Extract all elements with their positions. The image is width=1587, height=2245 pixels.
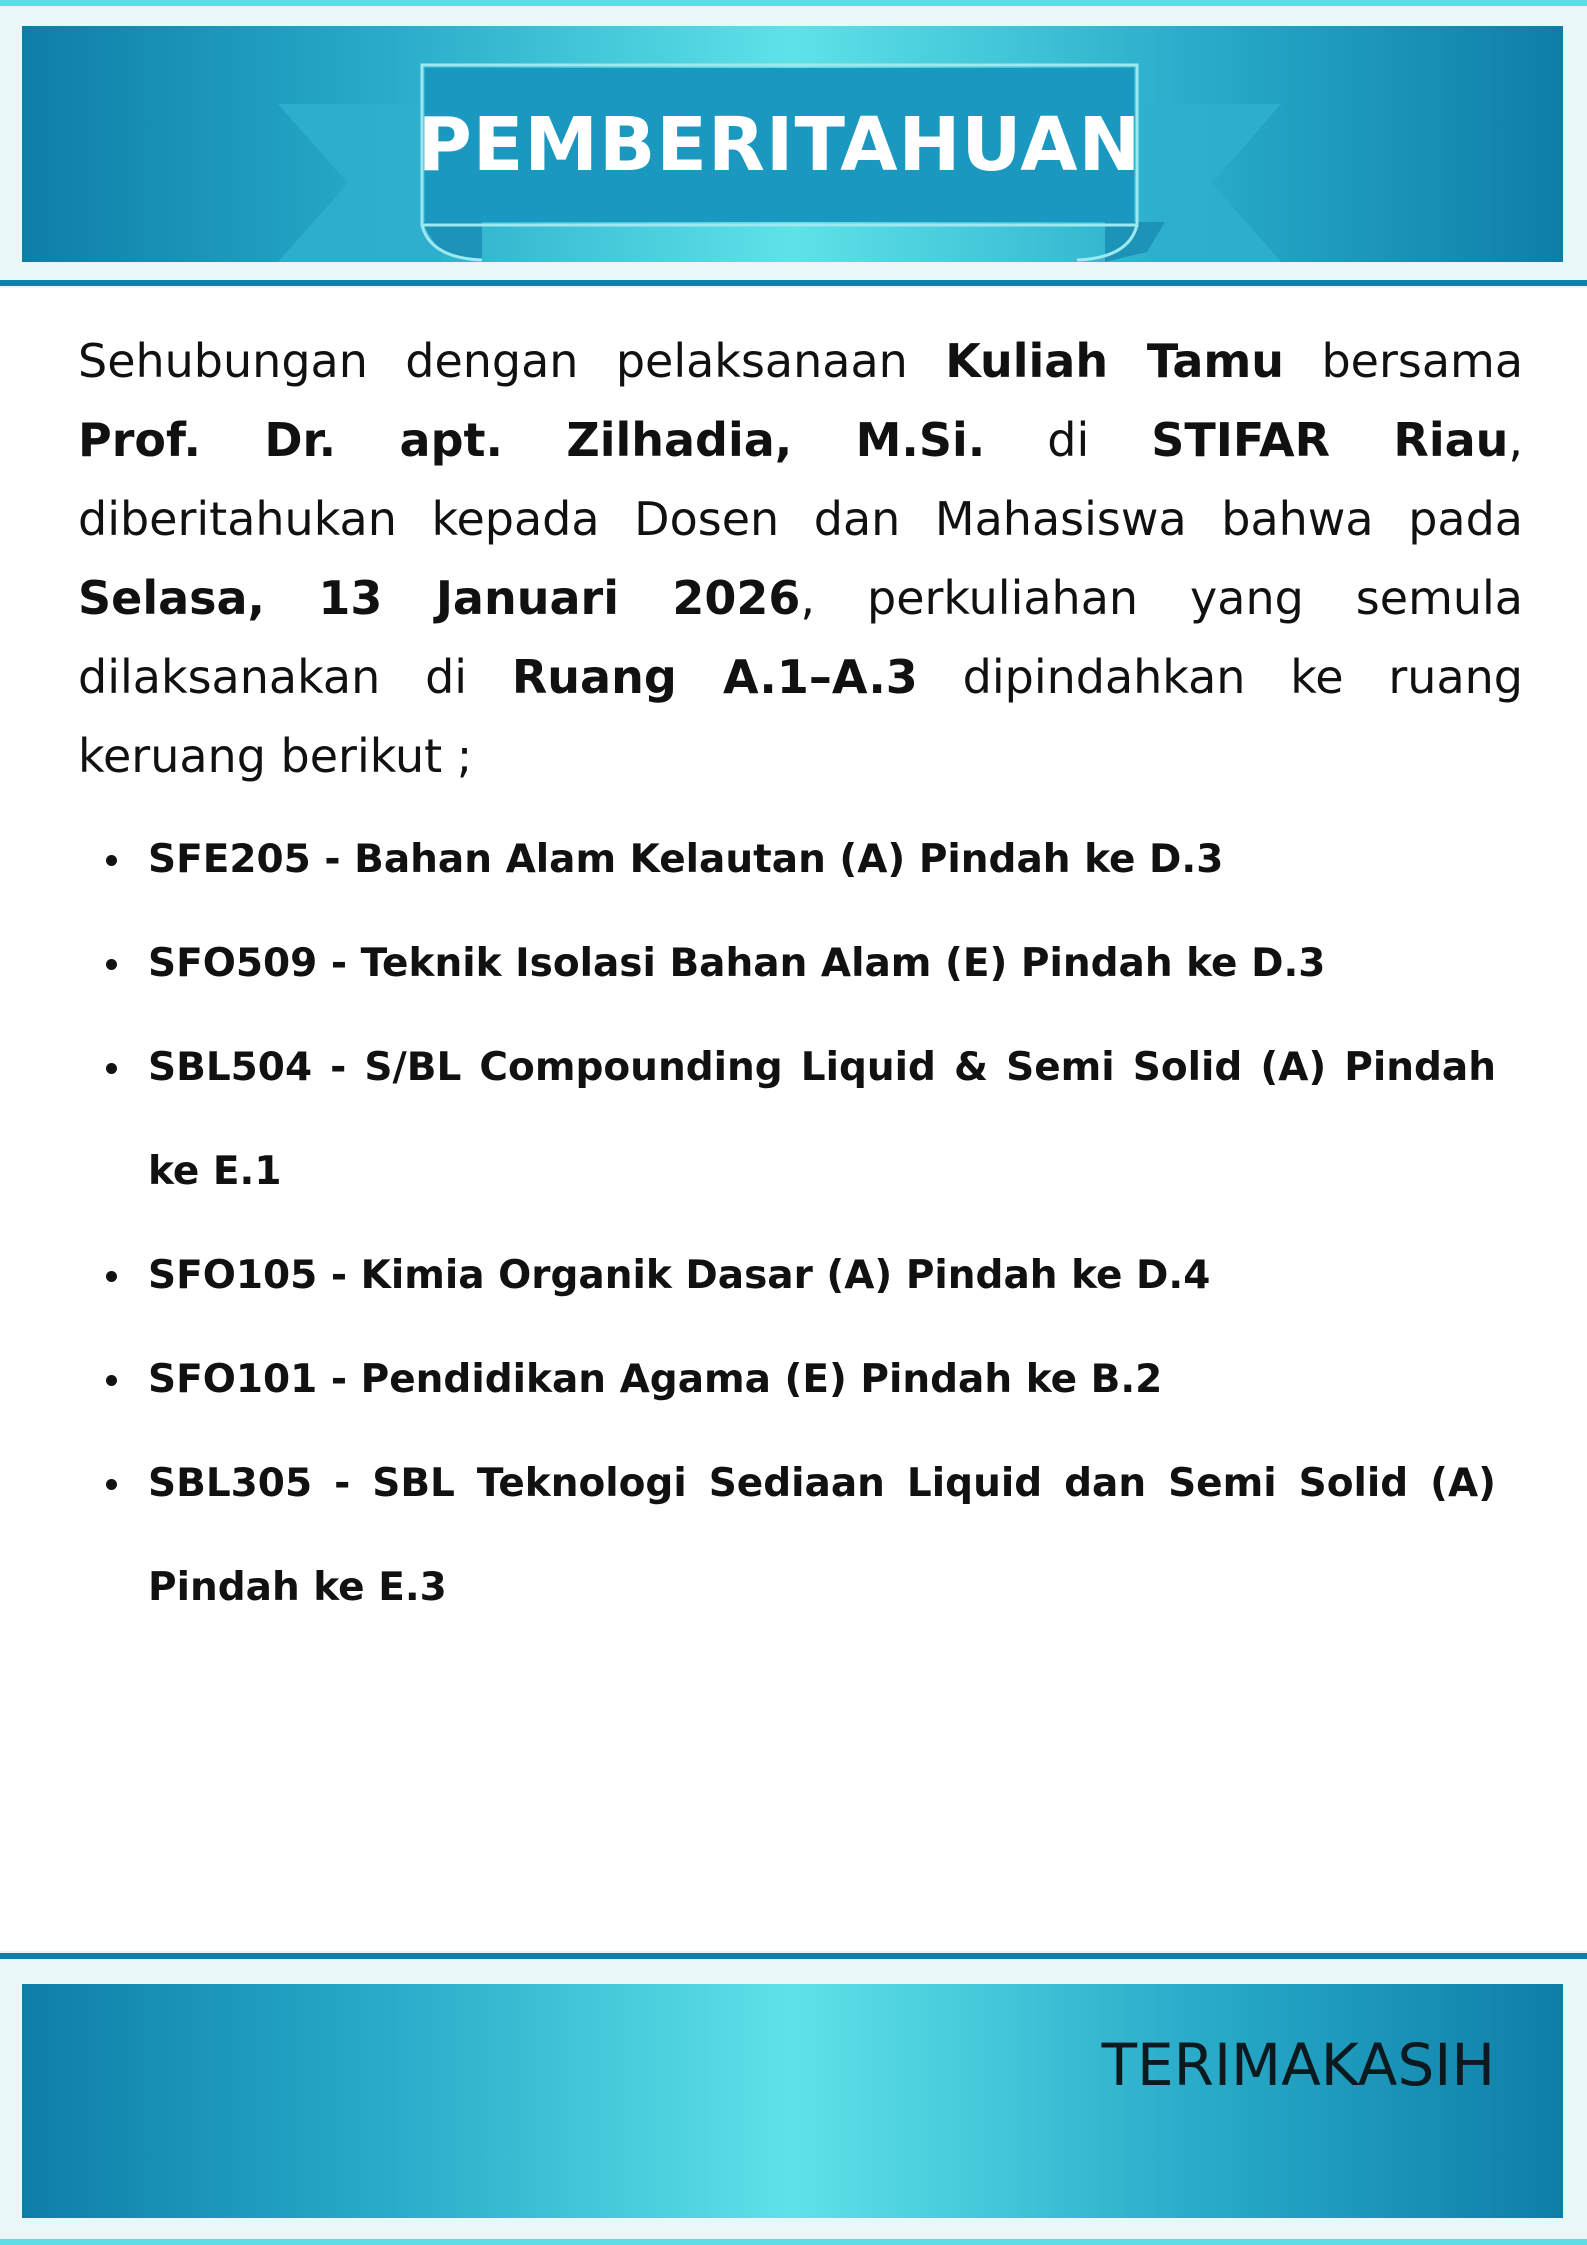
bullet-icon — [106, 1271, 117, 1282]
course-text: SFO101 - Pendidikan Agama (E) Pindah ke B.2 — [148, 1357, 1163, 1402]
list-item — [78, 1224, 1496, 1328]
ribbon-right-wing — [1145, 104, 1281, 262]
course-text: SBL305 - SBL Teknologi Sediaan Liquid dan Semi Solid (A) Pindah ke E.3 — [148, 1461, 1496, 1610]
list-item — [78, 1328, 1496, 1432]
course-text: SFE205 - Bahan Alam Kelautan (A) Pindah ke D.3 — [148, 837, 1224, 882]
list-item — [78, 912, 1496, 1016]
list-item — [78, 1432, 1496, 1640]
header-bottom-line — [0, 280, 1587, 286]
course-text: SBL504 - S/BL Compounding Liquid & Semi Solid (A) Pindah ke E.1 — [148, 1045, 1496, 1194]
announcement-paragraph — [78, 322, 1523, 796]
list-item — [78, 1016, 1496, 1224]
intro-text-3: di — [985, 413, 1152, 467]
footer-panel — [22, 1984, 1563, 2218]
speaker-name: Prof. Dr. apt. Zilhadia, M.Si. — [78, 413, 986, 467]
intro-text-5: , perkuliahan yang semula dilaksanakan di — [78, 571, 1523, 704]
course-text: SFO509 - Teknik Isolasi Bahan Alam (E) Pindah ke D.3 — [148, 941, 1326, 986]
original-room: Ruang A.1–A.3 — [511, 650, 918, 704]
intro-text-2: bersama — [1284, 334, 1524, 388]
bullet-icon — [106, 855, 117, 866]
bullet-icon — [106, 959, 117, 970]
bullet-icon — [106, 1375, 117, 1386]
event-date: Selasa, 13 Januari 2026 — [78, 571, 801, 625]
intro-text-6: dipindahkan ke ruang keruang berikut ; — [78, 650, 1523, 783]
intro-text-1: Sehubungan dengan pelaksanaan — [78, 334, 946, 388]
list-item — [78, 808, 1496, 912]
course-text: SFO105 - Kimia Organik Dasar (A) Pindah ke D.4 — [148, 1253, 1211, 1298]
footer-bottom-line — [0, 2239, 1587, 2245]
course-relocation-list — [78, 808, 1496, 1640]
footer-top-line — [0, 1953, 1587, 1959]
institution-name: STIFAR Riau — [1151, 413, 1509, 467]
bullet-icon — [106, 1479, 117, 1490]
bullet-icon — [106, 1063, 117, 1074]
intro-text-4: , diberitahukan kepada Dosen dan Mahasiswa bahwa pada — [78, 413, 1523, 546]
event-name: Kuliah Tamu — [945, 334, 1285, 388]
page-title: PEMBERITAHUAN — [417, 102, 1142, 188]
closing-text: TERIMAKASIH — [1101, 2031, 1495, 2099]
